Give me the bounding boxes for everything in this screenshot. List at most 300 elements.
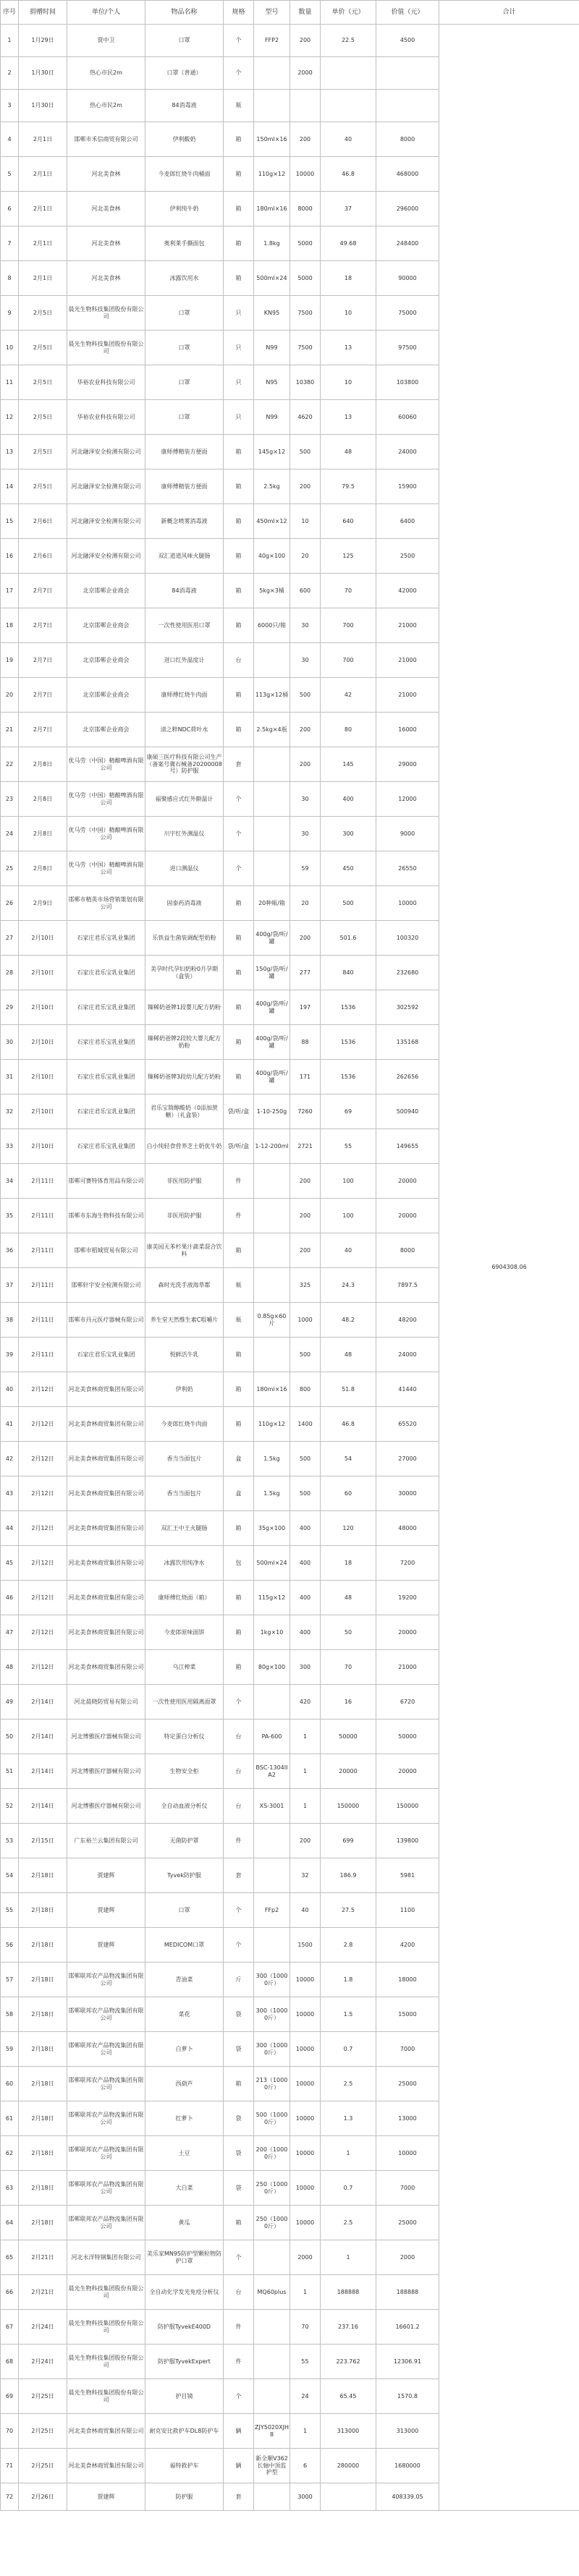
cell-date: 2月9日 [19,886,67,921]
cell-unit: 件 [224,1199,254,1233]
cell-donor: 河北美食林 [67,192,145,226]
cell-date: 2月1日 [19,122,67,157]
cell-index: 4 [1,122,19,157]
cell-index: 36 [1,1233,19,1268]
cell-value: 25000 [376,2206,439,2240]
cell-model: 500ml×24 [254,261,290,296]
cell-date: 2月15日 [19,1824,67,1858]
cell-item: Tyvek防护服 [145,1858,224,1893]
cell-model: N99 [254,400,290,435]
cell-quantity: 200 [290,713,321,747]
cell-item: 特定蛋白分析仪 [145,1720,224,1754]
cell-donor: 河北美食林商贸集团有限公司 [67,1546,145,1581]
cell-unit-price: 37 [321,192,376,226]
cell-quantity: 325 [290,1268,321,1303]
cell-quantity: 400 [290,1511,321,1546]
cell-index: 53 [1,1824,19,1858]
cell-unit-price: 280000 [321,2449,376,2483]
cell-date: 2月18日 [19,2206,67,2240]
grand-total-cell: 6904308.06 [439,25,579,2511]
cell-donor: 河北美食林商贸集团有限公司 [67,2449,145,2483]
cell-index: 20 [1,678,19,713]
cell-item: 生物安全柜 [145,1754,224,1789]
cell-quantity: 200 [290,1824,321,1858]
cell-value: 24000 [376,435,439,469]
cell-item: 川宇红外测温仪 [145,817,224,851]
cell-value: 26550 [376,851,439,886]
cell-donor: 华裕农业科技有限公司 [67,400,145,435]
cell-unit: 箱 [224,1338,254,1372]
cell-donor: 优马劳（中国）精酿啤酒有限公司 [67,747,145,782]
cell-value: 10000 [376,886,439,921]
cell-unit: 箱 [224,1372,254,1407]
cell-unit-price: 13 [321,400,376,435]
cell-value: 4500 [376,25,439,57]
cell-value: 20000 [376,1615,439,1650]
cell-index: 30 [1,1025,19,1060]
cell-item: 清之粹NDC荷叶水 [145,713,224,747]
cell-unit: 瓶 [224,90,254,122]
cell-date: 2月10日 [19,921,67,956]
cell-donor: 河北美食林 [67,157,145,192]
cell-date: 2月6日 [19,539,67,574]
cell-quantity: 500 [290,1476,321,1511]
cell-index: 40 [1,1372,19,1407]
cell-item: 护目镜 [145,2379,224,2414]
cell-unit-price: 18 [321,1546,376,1581]
cell-date: 2月10日 [19,956,67,990]
cell-quantity: 88 [290,1025,321,1060]
cell-index: 2 [1,57,19,90]
cell-value: 16601.2 [376,2310,439,2345]
cell-date: 2月18日 [19,1928,67,1963]
cell-value: 135168 [376,1025,439,1060]
cell-date: 2月1日 [19,157,67,192]
cell-date: 1月30日 [19,57,67,90]
cell-value: 30000 [376,1476,439,1511]
cell-item: 青油菜 [145,1963,224,1997]
cell-index: 58 [1,1997,19,2032]
cell-quantity: 200 [290,747,321,782]
cell-quantity: 10000 [290,1997,321,2032]
cell-index: 5 [1,157,19,192]
cell-index: 35 [1,1199,19,1233]
cell-unit-price: 0.7 [321,2032,376,2067]
cell-date: 2月18日 [19,1997,67,2032]
cell-date: 2月14日 [19,1789,67,1824]
header-cell-total: 合计 [439,1,579,25]
cell-quantity: 200 [290,122,321,157]
cell-model: 1kg×10 [254,1615,290,1650]
cell-unit-price: 1.8 [321,1963,376,1997]
cell-donor: 河北美食林 [67,261,145,296]
cell-quantity: 1 [290,1789,321,1824]
cell-donor: 贾建辉 [67,1858,145,1893]
cell-unit-price: 42 [321,678,376,713]
cell-model: XS-3001 [254,1789,290,1824]
cell-unit-price: 2.5 [321,2067,376,2101]
cell-donor: 北京邯郸企业商会 [67,608,145,643]
cell-model [254,57,290,90]
cell-item: 冰露饮用水 [145,261,224,296]
cell-index: 27 [1,921,19,956]
cell-model: 200（10000斤） [254,2136,290,2171]
cell-unit-price: 700 [321,608,376,643]
table-row [1,25,579,57]
cell-value: 232680 [376,956,439,990]
cell-unit-price: 10 [321,296,376,331]
cell-model: 1.8kg [254,226,290,261]
cell-donor: 石家庄君乐宝乳业集团 [67,921,145,956]
cell-unit-price: 700 [321,643,376,678]
cell-quantity: 197 [290,990,321,1025]
cell-value: 18000 [376,1963,439,1997]
cell-donor: 河北融泽安全检测有限公司 [67,504,145,539]
cell-unit: 个 [224,1928,254,1963]
cell-value: 90000 [376,261,439,296]
cell-quantity: 400 [290,1581,321,1615]
cell-quantity: 800 [290,1372,321,1407]
cell-unit: 件 [224,1164,254,1199]
cell-model [254,2310,290,2345]
cell-index: 1 [1,25,19,57]
cell-unit: 箱 [224,435,254,469]
cell-unit-price: 223.762 [321,2345,376,2379]
cell-unit: 件 [224,2345,254,2379]
cell-item: 香当当面包片 [145,1442,224,1476]
cell-value: 21000 [376,678,439,713]
cell-index: 50 [1,1720,19,1754]
cell-donor: 河北融泽安全检测有限公司 [67,539,145,574]
cell-quantity: 30 [290,782,321,817]
cell-model: 20种瓶/箱 [254,886,290,921]
cell-quantity: 1 [290,2275,321,2310]
cell-quantity: 2000 [290,57,321,90]
cell-model: 250（10000斤） [254,2171,290,2206]
cell-unit-price: 55 [321,1129,376,1164]
cell-unit: 台 [224,1754,254,1789]
cell-index: 47 [1,1615,19,1650]
cell-item: 康师傅红烧牛肉面 [145,678,224,713]
cell-date: 2月5日 [19,435,67,469]
cell-value: 65520 [376,1407,439,1442]
cell-item: 口罩 [145,25,224,57]
cell-model: FFP2 [254,25,290,57]
cell-model [254,1685,290,1720]
cell-item: 土豆 [145,2136,224,2171]
cell-unit-price: 186.9 [321,1858,376,1893]
cell-index: 45 [1,1546,19,1581]
cell-donor: 邯郸联邦农产品物流集团有限公司 [67,2136,145,2171]
cell-item: 臻稀奶爸牌2段较大婴儿配方奶粉 [145,1025,224,1060]
cell-date: 2月5日 [19,296,67,331]
cell-unit-price: 100 [321,1164,376,1199]
cell-unit: 箱 [224,1233,254,1268]
cell-index: 72 [1,2483,19,2511]
cell-value: 1680000 [376,2449,439,2483]
cell-index: 39 [1,1338,19,1372]
cell-value: 24000 [376,1338,439,1372]
cell-index: 66 [1,2275,19,2310]
header-cell-unit-price: 单价（元） [321,1,376,25]
cell-value: 6400 [376,504,439,539]
cell-donor: 邯郸联邦农产品物流集团有限公司 [67,2206,145,2240]
cell-donor: 石家庄君乐宝乳业集团 [67,1129,145,1164]
cell-quantity: 10000 [290,2171,321,2206]
cell-value: 15900 [376,469,439,504]
cell-unit-price: 48 [321,435,376,469]
cell-donor: 石家庄君乐宝乳业集团 [67,1094,145,1129]
cell-unit-price: 69 [321,1094,376,1129]
cell-date: 2月25日 [19,2379,67,2414]
cell-unit-price: 1 [321,2240,376,2275]
cell-unit: 个 [224,1685,254,1720]
cell-quantity: 200 [290,1164,321,1199]
cell-model: 300（10000斤） [254,2032,290,2067]
cell-quantity: 3000 [290,2483,321,2511]
cell-unit-price: 188888 [321,2275,376,2310]
cell-unit: 箱 [224,1615,254,1650]
cell-unit: 箱 [224,192,254,226]
cell-item: 口罩 [145,331,224,365]
cell-index: 3 [1,90,19,122]
cell-date: 2月18日 [19,1963,67,1997]
cell-unit-price: 1.3 [321,2101,376,2136]
cell-unit: 箱 [224,122,254,157]
cell-donor: 广东裕兰云集团有限公司 [67,1824,145,1858]
cell-value: 2500 [376,539,439,574]
cell-item: 乐铁益生菌装调配型奶粉 [145,921,224,956]
cell-donor: 邯郸市东海生物科技有限公司 [67,1199,145,1233]
cell-unit: 只 [224,365,254,400]
cell-item: 菜花 [145,1997,224,2032]
cell-quantity: 2000 [290,2240,321,2275]
cell-unit-price: 60 [321,1476,376,1511]
cell-model: 145g×12 [254,435,290,469]
cell-date: 2月12日 [19,1650,67,1685]
cell-donor: 河北美食林商贸集团有限公司 [67,1511,145,1546]
cell-date: 2月12日 [19,1372,67,1407]
cell-value: 296000 [376,192,439,226]
cell-donor: 北京邯郸企业商会 [67,574,145,608]
cell-quantity: 500 [290,435,321,469]
cell-quantity: 171 [290,1060,321,1094]
cell-quantity: 20 [290,886,321,921]
cell-quantity: 1 [290,1754,321,1789]
cell-donor: 石家庄君乐宝乳业集团 [67,1338,145,1372]
cell-date: 2月10日 [19,990,67,1025]
cell-model: 1-10-250g [254,1094,290,1129]
cell-value [376,90,439,122]
cell-index: 51 [1,1754,19,1789]
cell-value: 41440 [376,1372,439,1407]
cell-index: 63 [1,2171,19,2206]
cell-quantity: 1000 [290,1303,321,1338]
cell-date: 2月14日 [19,1720,67,1754]
cell-model: 1-12-200ml [254,1129,290,1164]
cell-item: 红萝卜 [145,2101,224,2136]
cell-item: 康美园无苯杉果汁蔬菜混合饮料 [145,1233,224,1268]
cell-quantity: 59 [290,851,321,886]
cell-item: 白小纯轻食营养芝士奶优牛奶 [145,1129,224,1164]
cell-date: 2月14日 [19,1685,67,1720]
cell-quantity: 20 [290,539,321,574]
cell-unit-price: 10 [321,365,376,400]
cell-unit: 箱 [224,539,254,574]
cell-quantity: 420 [290,1685,321,1720]
cell-unit-price: 80 [321,713,376,747]
cell-value: 48200 [376,1303,439,1338]
cell-donor: 河北美食林商贸集团有限公司 [67,2414,145,2449]
cell-model [254,1164,290,1199]
cell-index: 19 [1,643,19,678]
cell-unit-price: 65.45 [321,2379,376,2414]
cell-model [254,1338,290,1372]
cell-unit: 袋/听/盒 [224,1094,254,1129]
cell-value: 7000 [376,2032,439,2067]
cell-unit-price: 400 [321,782,376,817]
cell-date: 2月11日 [19,1199,67,1233]
cell-unit: 箱 [224,1025,254,1060]
cell-quantity: 30 [290,643,321,678]
cell-donor: 邯郸市稻城贸易有限公司 [67,1233,145,1268]
cell-index: 42 [1,1442,19,1476]
cell-value: 408339.05 [376,2483,439,2511]
cell-item: 84消毒液 [145,90,224,122]
cell-donor: 晨光生物科技集团股份有限公司 [67,2310,145,2345]
cell-date: 2月18日 [19,2101,67,2136]
cell-item: 康师傅精装方便面 [145,435,224,469]
cell-item: 康师傅精装方便面 [145,469,224,504]
cell-unit-price: 22.5 [321,25,376,57]
cell-value: 12306.91 [376,2345,439,2379]
cell-item: 美乐家MN95防护型颗粒物防护口罩 [145,2240,224,2275]
cell-model: 500ml×24 [254,1546,290,1581]
cell-unit-price: 24.3 [321,1268,376,1303]
cell-item: 美孕时代孕妇奶粉0月孕期（盒装） [145,956,224,990]
cell-model [254,2483,290,2511]
cell-quantity: 8000 [290,192,321,226]
cell-unit: 件 [224,2310,254,2345]
cell-index: 24 [1,817,19,851]
cell-index: 23 [1,782,19,817]
cell-unit: 个 [224,782,254,817]
header-cell-date: 捐赠时间 [19,1,67,25]
cell-model [254,2240,290,2275]
cell-item: 康师傅红烧面（箱） [145,1581,224,1615]
cell-value: 27000 [376,1442,439,1476]
cell-quantity: 5000 [290,226,321,261]
cell-donor: 河北融泽安全检测有限公司 [67,469,145,504]
cell-index: 65 [1,2240,19,2275]
cell-unit: 套 [224,747,254,782]
cell-item: 伊利奶 [145,1372,224,1407]
cell-date: 2月1日 [19,261,67,296]
cell-date: 2月18日 [19,1858,67,1893]
cell-unit: 台 [224,643,254,678]
cell-quantity: 32 [290,1858,321,1893]
cell-value [376,57,439,90]
cell-unit-price: 640 [321,504,376,539]
cell-index: 49 [1,1685,19,1720]
cell-unit: 袋 [224,2032,254,2067]
cell-model: N99 [254,331,290,365]
cell-index: 37 [1,1268,19,1303]
cell-value: 103800 [376,365,439,400]
cell-donor: 邯郸联邦农产品物流集团有限公司 [67,2032,145,2067]
cell-unit: 袋/听/盒 [224,1129,254,1164]
cell-item: 口罩（普通） [145,57,224,90]
cell-donor: 热心市民2m [67,57,145,90]
cell-donor: 河北美食林 [67,226,145,261]
cell-unit-price: 150000 [321,1789,376,1824]
cell-item: 大白菜 [145,2171,224,2206]
cell-quantity: 24 [290,2379,321,2414]
cell-donor: 晨光生物科技集团股份有限公司 [67,2345,145,2379]
cell-quantity: 30 [290,608,321,643]
cell-unit: 盒 [224,1476,254,1511]
cell-date: 2月7日 [19,643,67,678]
cell-unit: 箱 [224,956,254,990]
cell-index: 14 [1,469,19,504]
cell-unit: 箱 [224,608,254,643]
cell-model: 110g×12 [254,1407,290,1442]
cell-unit: 个 [224,2379,254,2414]
cell-unit-price: 50000 [321,1720,376,1754]
cell-unit: 箱 [224,921,254,956]
cell-value: 248400 [376,226,439,261]
cell-value: 188888 [376,2275,439,2310]
cell-unit-price: 16 [321,1685,376,1720]
cell-value: 262656 [376,1060,439,1094]
cell-date: 2月18日 [19,2171,67,2206]
cell-item: 伊利酸奶 [145,122,224,157]
cell-donor: 河北美食林商贸集团有限公司 [67,1476,145,1511]
cell-index: 8 [1,261,19,296]
cell-value: 16000 [376,713,439,747]
cell-date: 2月8日 [19,817,67,851]
cell-unit-price: 840 [321,956,376,990]
cell-quantity: 1 [290,1720,321,1754]
cell-donor: 河北美食林商贸集团有限公司 [67,1615,145,1650]
cell-unit-price [321,2483,376,2511]
cell-index: 52 [1,1789,19,1824]
cell-unit-price: 70 [321,574,376,608]
cell-model: ZJY5020XJH8 [254,2414,290,2449]
cell-model: 180ml×16 [254,1372,290,1407]
cell-index: 68 [1,2345,19,2379]
cell-model: 35g×100 [254,1511,290,1546]
cell-unit-price: 27.5 [321,1893,376,1928]
cell-index: 34 [1,1164,19,1199]
cell-value: 468000 [376,157,439,192]
cell-value: 10000 [376,2136,439,2171]
cell-value: 12000 [376,782,439,817]
cell-quantity: 70 [290,2310,321,2345]
cell-value: 60060 [376,400,439,435]
cell-donor: 晨光生物科技集团股份有限公司 [67,296,145,331]
cell-item: 进口红外温度计 [145,643,224,678]
cell-unit-price: 450 [321,851,376,886]
cell-model: 400g/袋/听/罐 [254,921,290,956]
cell-item: MEDICOM口罩 [145,1928,224,1963]
cell-index: 12 [1,400,19,435]
cell-unit: 套 [224,1858,254,1893]
cell-date: 2月7日 [19,678,67,713]
cell-date: 2月25日 [19,2414,67,2449]
cell-value: 139800 [376,1824,439,1858]
cell-unit: 箱 [224,1581,254,1615]
